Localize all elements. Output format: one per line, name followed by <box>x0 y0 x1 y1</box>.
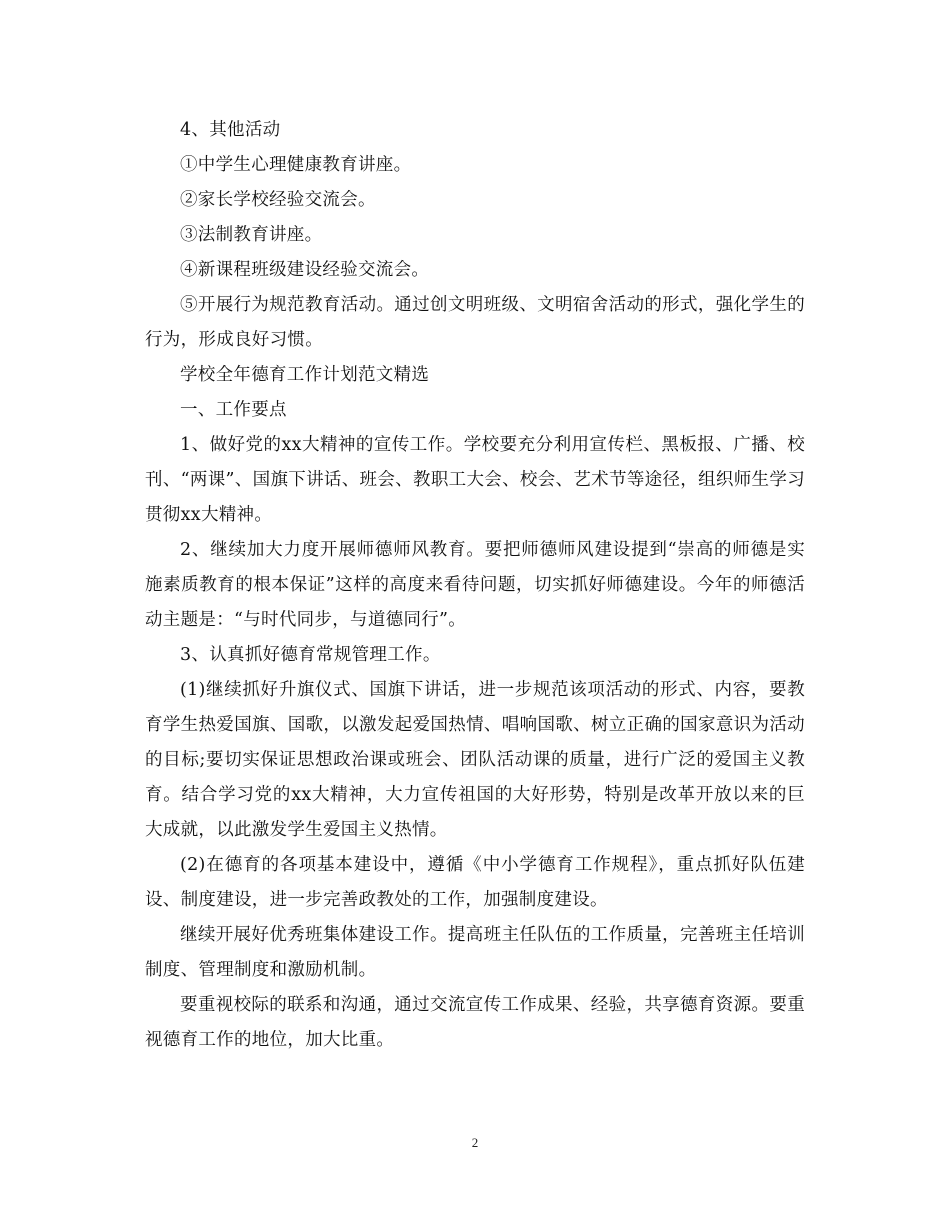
page-number: 2 <box>471 1135 479 1150</box>
paragraph-other-activities-heading: 4、其他活动 <box>180 120 281 140</box>
section-title: 学校全年德育工作计划范文精选 <box>180 365 430 385</box>
paragraph-item-5: ⑤开展行为规范教育活动。通过创文明班级、文明宿舍活动的形式，强化学生的行为，形成良好习惯。 <box>145 295 805 350</box>
paragraph-point-2: 2、继续加大力度开展师德师风教育。要把师德师风建设提到“崇高的师德是实施素质教育的根本保证”这样的高度来看待问题，切实抓好师德建设。今年的师德活动主题是：“与时代同步，与道德同行”。 <box>145 540 805 630</box>
section-heading-work-points: 一、工作要点 <box>180 400 287 420</box>
paragraph-item-1: ①中学生心理健康教育讲座。 <box>180 155 412 175</box>
document-body <box>145 113 805 1058</box>
paragraph-inter-school: 要重视校际的联系和沟通，通过交流宣传工作成果、经验，共享德育资源。要重视德育工作的地位，加大比重。 <box>145 995 805 1050</box>
paragraph-item-4: ④新课程班级建设经验交流会。 <box>180 260 430 280</box>
paragraph-point-3: 3、认真抓好德育常规管理工作。 <box>180 645 441 665</box>
paragraph-item-2: ②家长学校经验交流会。 <box>180 190 376 210</box>
paragraph-item-3: ③法制教育讲座。 <box>180 225 323 245</box>
paragraph-class-building: 继续开展好优秀班集体建设工作。提高班主任队伍的工作质量，完善班主任培训制度、管理制度和激励机制。 <box>145 925 805 980</box>
paragraph-point-1: 1、做好党的xx大精神的宣传工作。学校要充分利用宣传栏、黑板报、广播、校刊、“两课”、国旗下讲话、班会、教职工大会、校会、艺术节等途径，组织师生学习贯彻xx大精神。 <box>145 435 805 525</box>
paragraph-subpoint-1: (1)继续抓好升旗仪式、国旗下讲话，进一步规范该项活动的形式、内容，要教育学生热爱国旗、国歌，以激发起爱国热情、唱响国歌、树立正确的国家意识为活动的目标;要切实保证思想政治课或班会、团队活动课的质量，进行广泛的爱国主义教育。结合学习党的xx大精神，大力宣传祖国的大好形势，特别是改革开放以来的巨大成就，以此激发学生爱国主义热情。 <box>145 680 805 840</box>
paragraph-subpoint-2: (2)在德育的各项基本建设中，遵循《中小学德育工作规程》，重点抓好队伍建设、制度建设，进一步完善政教处的工作，加强制度建设。 <box>145 855 805 910</box>
